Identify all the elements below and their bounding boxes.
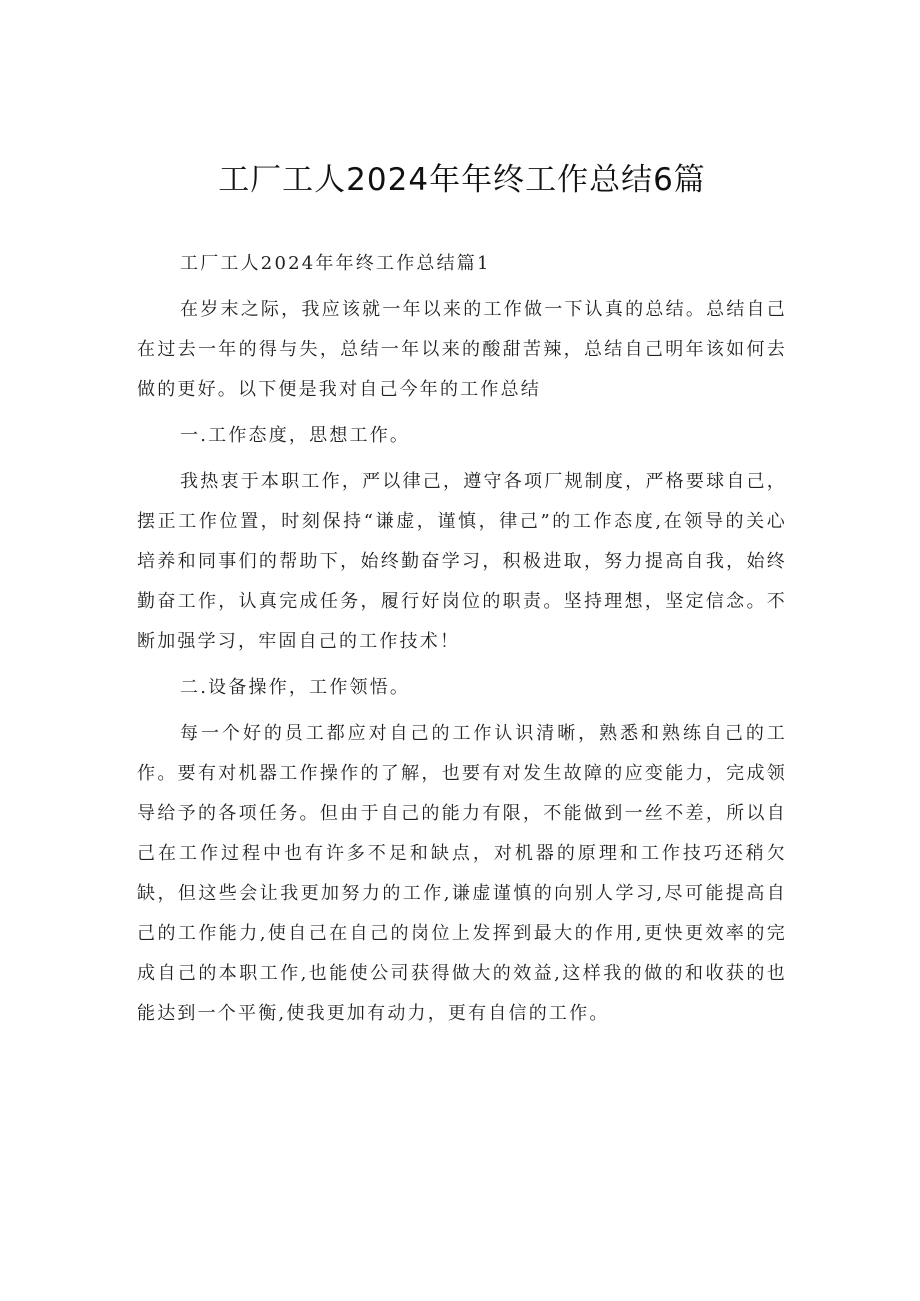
document-body bbox=[137, 244, 787, 1034]
document-title: 工厂工人2024年年终工作总结6篇 bbox=[218, 162, 706, 198]
heading-equipment-operation: 二.设备操作，工作领悟。 bbox=[180, 677, 411, 698]
heading-work-attitude: 一.工作态度，思想工作。 bbox=[180, 425, 411, 446]
section-title: 工厂工人2024年年终工作总结篇1 bbox=[180, 253, 491, 274]
work-attitude-paragraph: 我热衷于本职工作，严以律己，遵守各项厂规制度，严格要球自己，摆正工作位置，时刻保持“谦虚，谨慎，律己”的工作态度,在领导的关心培养和同事们的帮助下，始终勤奋学习，积极进取，努力提高自我，始终勤奋工作，认真完成任务，履行好岗位的职责。坚持理想，坚定信念。不断加强学习，牢固自己的工作技术！ bbox=[137, 471, 787, 652]
equipment-operation-paragraph: 每一个好的员工都应对自己的工作认识清晰，熟悉和熟练自己的工作。要有对机器工作操作的了解，也要有对发生故障的应变能力，完成领导给予的各项任务。但由于自己的能力有限，不能做到一丝不差，所以自己在工作过程中也有许多不足和缺点，对机器的原理和工作技巧还稍欠缺，但这些会让我更加努力的工作,谦虚谨慎的向别人学习,尽可能提高自己的工作能力,使自己在自己的岗位上发挥到最大的作用,更快更效率的完成自己的本职工作,也能使公司获得做大的效益,这样我的做的和收获的也能达到一个平衡,使我更加有动力，更有自信的工作。 bbox=[137, 723, 787, 1024]
intro-paragraph: 在岁末之际，我应该就一年以来的工作做一下认真的总结。总结自己在过去一年的得与失，总结一年以来的酸甜苦辣，总结自己明年该如何去做的更好。以下便是我对自己今年的工作总结 bbox=[137, 299, 787, 400]
